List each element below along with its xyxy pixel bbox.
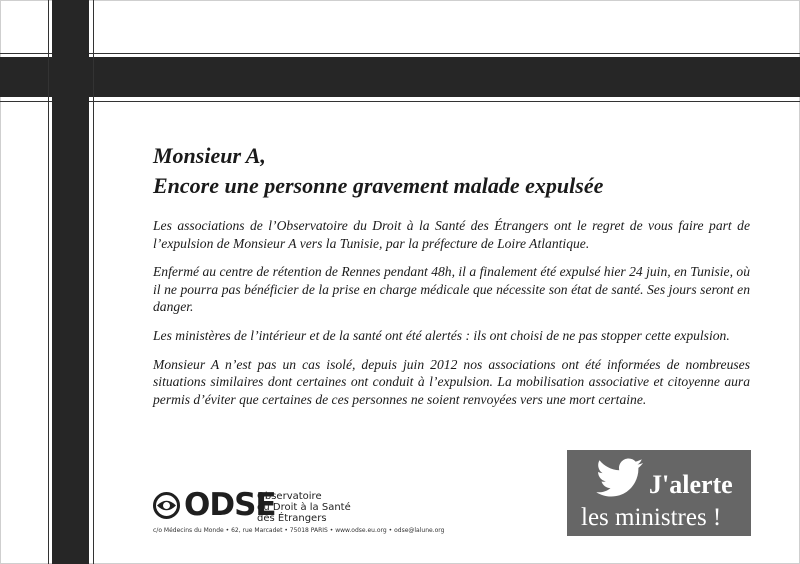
title-line-2: Encore une personne gravement malade expulsée — [153, 173, 604, 198]
right-thin-line — [93, 0, 94, 564]
logo-organization-name — [257, 491, 351, 524]
logo-address: c/o Médecins du Monde • 62, rue Marcadet • 75018 PARIS • www.odse.eu.org • odse@lalune.org — [153, 527, 445, 534]
left-thin-line — [48, 0, 49, 564]
alert-line-1: J'alerte — [649, 470, 733, 499]
bottom-thin-line — [0, 101, 800, 102]
paragraph-2: Enfermé au centre de rétention de Rennes pendant 48h, il a finalement été expulsé hier 24 juin, en Tunisie, où il ne pourra pas bénéficier de la prise en charge médicale que nécessite son état de santé. Ses jours seront en danger. — [153, 264, 750, 315]
vertical-mourning-band — [52, 0, 89, 564]
logo-name-line-2: du Droit à la Santé — [257, 502, 351, 513]
paragraph-1: Les associations de l’Observatoire du Droit à la Santé des Étrangers ont le regret de vous faire part de l’expulsion de Monsieur A vers la Tunisie, par la préfecture de Loire Atlantique. — [153, 218, 750, 251]
eye-icon — [153, 492, 180, 519]
top-thin-line — [0, 53, 800, 54]
logo-letters: ODSE — [184, 487, 276, 523]
logo-name-line-1: Observatoire — [257, 491, 322, 502]
alert-line-2: les ministres ! — [581, 504, 722, 531]
title-line-1: Monsieur A, — [153, 143, 266, 168]
body-text — [153, 217, 750, 419]
alert-ministers-button[interactable] — [567, 450, 751, 536]
paragraph-3: Les ministères de l’intérieur et de la santé ont été alertés : ils ont choisi de ne pas stopper cette expulsion. — [153, 327, 730, 343]
paragraph-4: Monsieur A n’est pas un cas isolé, depuis juin 2012 nos associations ont été informées de nombreuses situations similaires dont certaines ont conduit à l’expulsion. La mobilisation associative et citoyenne aura permis d’éviter que certaines de ces personnes ne soient renvoyées vers une mort certaine. — [153, 356, 750, 407]
odse-logo — [153, 487, 453, 542]
twitter-bird-icon — [596, 458, 644, 498]
logo-name-line-3: des Étrangers — [257, 513, 327, 524]
page-title — [153, 141, 753, 201]
horizontal-mourning-band — [0, 57, 800, 97]
